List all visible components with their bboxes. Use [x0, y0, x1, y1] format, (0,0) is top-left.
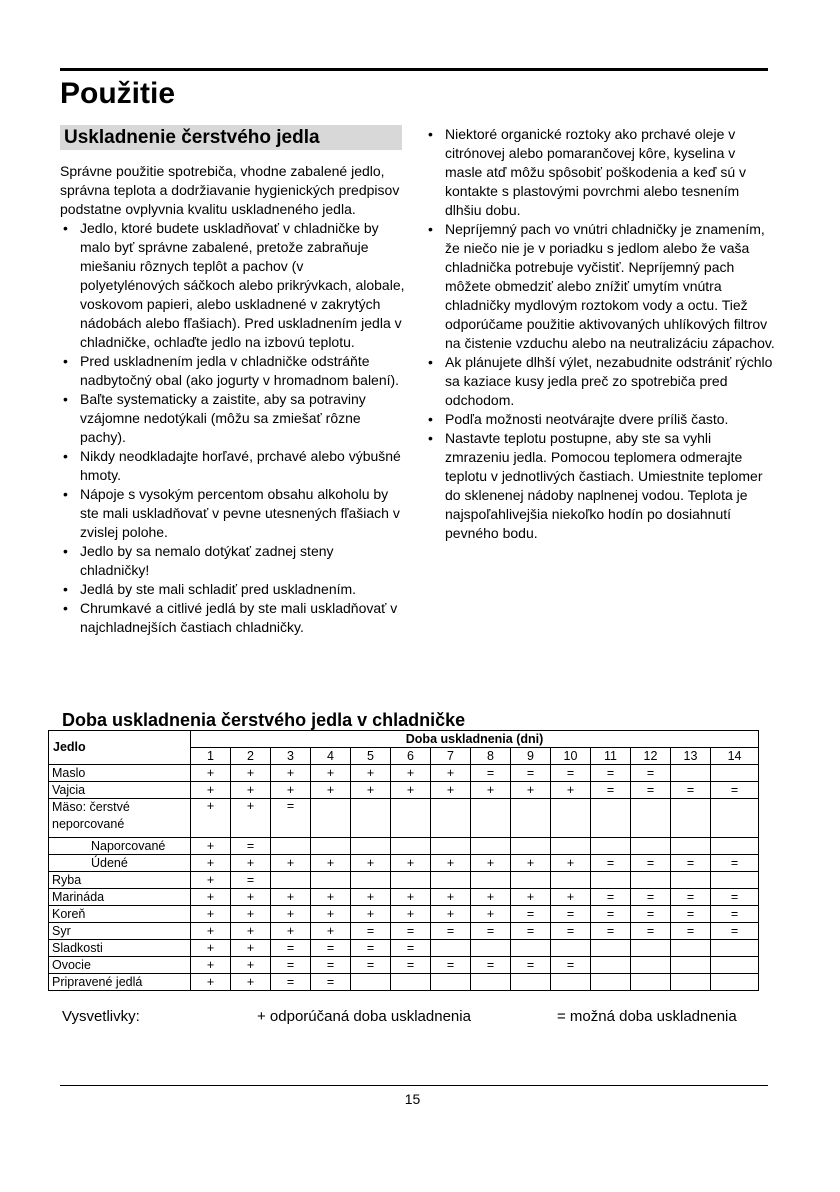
- storage-mark-cell: [551, 940, 591, 957]
- storage-mark-cell: [711, 957, 759, 974]
- storage-mark-cell: [511, 872, 551, 889]
- day-header-cell: 9: [511, 748, 551, 765]
- legend-label: Vysvetlivky:: [62, 1008, 140, 1025]
- storage-mark-cell: [511, 974, 551, 991]
- storage-table: [48, 730, 759, 991]
- intro-paragraph: Správne použitie spotrebiča, vhodne zabalené jedlo, správna teplota a dodržiavanie hygienických predpisov podstatne ovplyvnia kvalitu uskladneného jedla.: [60, 163, 400, 217]
- day-header-cell: 1: [191, 748, 231, 765]
- storage-mark-cell: [591, 838, 631, 855]
- storage-mark-cell: [431, 799, 471, 838]
- storage-mark-cell: +: [191, 957, 231, 974]
- storage-mark-cell: +: [311, 889, 351, 906]
- storage-mark-cell: [591, 940, 631, 957]
- storage-mark-cell: +: [231, 906, 271, 923]
- food-name-cell: Vajcia: [49, 782, 191, 799]
- bullet-item: • Niektoré organické roztoky ako prchavé oleje v citrónovej alebo pomarančovej kôre, kyselina v masle atď môžu spôsobiť poškodenia a keď sú v kontakte s plastovými povrchmi alebo tesnením dlhšiu dobu.: [425, 125, 775, 220]
- bullet-item: • Nikdy neodkladajte horľavé, prchavé alebo výbušné hmoty.: [60, 447, 405, 485]
- storage-mark-cell: =: [551, 957, 591, 974]
- storage-mark-cell: +: [191, 906, 231, 923]
- right-column: [425, 125, 775, 543]
- storage-mark-cell: =: [311, 974, 351, 991]
- food-name-cell: Maslo: [49, 765, 191, 782]
- table-row: [49, 838, 759, 855]
- storage-mark-cell: =: [631, 765, 671, 782]
- storage-mark-cell: [351, 974, 391, 991]
- food-name-cell: Marináda: [49, 889, 191, 906]
- storage-mark-cell: +: [351, 906, 391, 923]
- storage-mark-cell: +: [271, 923, 311, 940]
- storage-mark-cell: [511, 940, 551, 957]
- storage-mark-cell: =: [671, 782, 711, 799]
- storage-mark-cell: [471, 940, 511, 957]
- bullet-item: • Podľa možnosti neotvárajte dvere príliš často.: [425, 410, 775, 429]
- storage-mark-cell: +: [271, 782, 311, 799]
- storage-mark-cell: [511, 838, 551, 855]
- storage-mark-cell: =: [511, 906, 551, 923]
- storage-mark-cell: =: [271, 974, 311, 991]
- bullet-item: • Baľte systematicky a zaistite, aby sa potraviny vzájomne nedotýkali (môžu sa zmiešať rôzne pachy).: [60, 390, 405, 447]
- day-header-cell: 11: [591, 748, 631, 765]
- storage-mark-cell: +: [471, 889, 511, 906]
- storage-mark-cell: +: [231, 940, 271, 957]
- right-bullet-list: [425, 125, 775, 543]
- storage-mark-cell: +: [311, 855, 351, 872]
- storage-mark-cell: +: [391, 782, 431, 799]
- bullet-item: • Nepríjemný pach vo vnútri chladničky je znamením, že niečo nie je v poriadku s jedlom alebo že vaša chladnička potrebuje vyčistiť. Nepríjemný pach môžete obmedziť alebo znížiť umytím vnútra chladničky mydlovým roztokom vody a octu. Tiež odporúčame použitie aktivovaných uhlíkových filtrov na čistenie vzduchu alebo na neutralizáciu zápachov.: [425, 220, 775, 353]
- table-row: [49, 974, 759, 991]
- storage-mark-cell: +: [391, 855, 431, 872]
- storage-mark-cell: [711, 940, 759, 957]
- legend-possible: = možná doba uskladnenia: [557, 1008, 737, 1025]
- storage-mark-cell: [551, 872, 591, 889]
- storage-mark-cell: [671, 838, 711, 855]
- storage-mark-cell: [391, 799, 431, 838]
- bullet-item: • Ak plánujete dlhší výlet, nezabudnite odstrániť rýchlo sa kaziace kusy jedla preč zo spotrebiča pred odchodom.: [425, 353, 775, 410]
- day-header-cell: 8: [471, 748, 511, 765]
- storage-mark-cell: [631, 957, 671, 974]
- storage-mark-cell: =: [631, 855, 671, 872]
- storage-mark-cell: =: [431, 923, 471, 940]
- storage-mark-cell: +: [271, 889, 311, 906]
- storage-mark-cell: +: [271, 906, 311, 923]
- food-name-cell: Naporcované: [49, 838, 191, 855]
- storage-mark-cell: =: [591, 782, 631, 799]
- storage-mark-cell: =: [471, 923, 511, 940]
- day-header-cell: 7: [431, 748, 471, 765]
- storage-mark-cell: =: [431, 957, 471, 974]
- storage-mark-cell: [631, 974, 671, 991]
- storage-mark-cell: [271, 838, 311, 855]
- storage-mark-cell: [591, 872, 631, 889]
- table-row: [49, 872, 759, 889]
- storage-mark-cell: [591, 799, 631, 838]
- storage-mark-cell: +: [271, 855, 311, 872]
- storage-mark-cell: +: [191, 855, 231, 872]
- storage-mark-cell: =: [551, 906, 591, 923]
- storage-mark-cell: =: [351, 940, 391, 957]
- storage-mark-cell: [431, 872, 471, 889]
- table-row: [49, 906, 759, 923]
- bullet-item: • Chrumkavé a citlivé jedlá by ste mali uskladňovať v najchladnejších častiach chladničky.: [60, 599, 405, 637]
- storage-mark-cell: +: [551, 855, 591, 872]
- storage-mark-cell: =: [511, 923, 551, 940]
- day-header-cell: 13: [671, 748, 711, 765]
- storage-mark-cell: +: [231, 799, 271, 838]
- storage-mark-cell: [391, 872, 431, 889]
- storage-mark-cell: +: [351, 855, 391, 872]
- storage-mark-cell: [631, 799, 671, 838]
- storage-mark-cell: [511, 799, 551, 838]
- food-name-cell: Sladkosti: [49, 940, 191, 957]
- day-header-cell: 5: [351, 748, 391, 765]
- storage-mark-cell: +: [191, 799, 231, 838]
- storage-mark-cell: =: [711, 923, 759, 940]
- storage-mark-cell: [311, 799, 351, 838]
- food-name-cell: Ryba: [49, 872, 191, 889]
- storage-mark-cell: +: [231, 782, 271, 799]
- storage-mark-cell: +: [231, 855, 271, 872]
- storage-mark-cell: =: [591, 855, 631, 872]
- storage-mark-cell: [631, 838, 671, 855]
- storage-mark-cell: [471, 838, 511, 855]
- food-name-cell: Mäso: čerstvé neporcované: [49, 799, 191, 838]
- storage-mark-cell: +: [391, 906, 431, 923]
- table-row: [49, 957, 759, 974]
- food-name-cell: Ovocie: [49, 957, 191, 974]
- storage-mark-cell: =: [711, 889, 759, 906]
- bullet-item: • Jedlo by sa nemalo dotýkať zadnej steny chladničky!: [60, 542, 405, 580]
- storage-mark-cell: =: [591, 765, 631, 782]
- storage-mark-cell: +: [551, 889, 591, 906]
- storage-mark-cell: [711, 765, 759, 782]
- storage-mark-cell: [551, 838, 591, 855]
- storage-mark-cell: +: [471, 855, 511, 872]
- day-header-cell: 4: [311, 748, 351, 765]
- storage-mark-cell: +: [231, 889, 271, 906]
- table-row: [49, 889, 759, 906]
- section-heading: Uskladnenie čerstvého jedla: [60, 125, 402, 150]
- storage-mark-cell: =: [391, 923, 431, 940]
- storage-mark-cell: +: [551, 782, 591, 799]
- page-title: Použitie: [60, 77, 176, 110]
- storage-mark-cell: =: [591, 923, 631, 940]
- storage-mark-cell: [631, 940, 671, 957]
- day-header-cell: 12: [631, 748, 671, 765]
- storage-mark-cell: +: [231, 957, 271, 974]
- storage-mark-cell: =: [551, 765, 591, 782]
- storage-mark-cell: =: [271, 957, 311, 974]
- storage-mark-cell: =: [671, 906, 711, 923]
- storage-mark-cell: [711, 872, 759, 889]
- storage-mark-cell: [711, 799, 759, 838]
- table-row: [49, 799, 759, 838]
- storage-mark-cell: +: [231, 923, 271, 940]
- storage-mark-cell: +: [231, 974, 271, 991]
- storage-mark-cell: =: [631, 923, 671, 940]
- storage-mark-cell: +: [191, 872, 231, 889]
- storage-mark-cell: [551, 974, 591, 991]
- storage-mark-cell: [271, 872, 311, 889]
- storage-mark-cell: [311, 872, 351, 889]
- storage-mark-cell: +: [191, 765, 231, 782]
- bullet-item: • Nastavte teplotu postupne, aby ste sa vyhli zmrazeniu jedla. Pomocou teplomera odmerajte teplotu v jednotlivých častiach. Umiestnite teplomer do sklenenej nádoby naplnenej vodou. Teplota je najspoľahlivejšia niekoľko hodín po dosiahnutí pevného bodu.: [425, 429, 775, 543]
- storage-mark-cell: =: [471, 765, 511, 782]
- storage-mark-cell: =: [591, 889, 631, 906]
- storage-mark-cell: [431, 940, 471, 957]
- storage-mark-cell: =: [551, 923, 591, 940]
- storage-mark-cell: +: [511, 782, 551, 799]
- storage-mark-cell: +: [391, 765, 431, 782]
- storage-mark-cell: =: [671, 855, 711, 872]
- storage-mark-cell: +: [351, 889, 391, 906]
- storage-mark-cell: =: [391, 940, 431, 957]
- table-row: [49, 923, 759, 940]
- storage-mark-cell: [351, 872, 391, 889]
- storage-mark-cell: [671, 799, 711, 838]
- storage-mark-cell: +: [471, 782, 511, 799]
- legend: [62, 1007, 762, 1027]
- storage-mark-cell: [671, 957, 711, 974]
- storage-mark-cell: [551, 799, 591, 838]
- storage-mark-cell: [391, 974, 431, 991]
- storage-mark-cell: +: [311, 782, 351, 799]
- storage-mark-cell: +: [431, 855, 471, 872]
- storage-mark-cell: =: [231, 838, 271, 855]
- storage-mark-cell: =: [631, 889, 671, 906]
- bullet-item: • Nápoje s vysokým percentom obsahu alkoholu by ste mali uskladňovať v pevne utesnených fľašiach v zvislej polohe.: [60, 485, 405, 542]
- legend-recommended: + odporúčaná doba uskladnenia: [257, 1008, 471, 1025]
- storage-mark-cell: =: [711, 782, 759, 799]
- storage-mark-cell: +: [431, 765, 471, 782]
- table-row: [49, 855, 759, 872]
- day-header-cell: 10: [551, 748, 591, 765]
- food-column-header: Jedlo: [49, 731, 191, 765]
- storage-mark-cell: +: [431, 782, 471, 799]
- storage-mark-cell: [431, 838, 471, 855]
- storage-mark-cell: +: [351, 782, 391, 799]
- table-title: Doba uskladnenia čerstvého jedla v chladničke: [62, 710, 466, 730]
- storage-mark-cell: +: [431, 906, 471, 923]
- storage-mark-cell: +: [191, 974, 231, 991]
- storage-mark-cell: [591, 957, 631, 974]
- storage-mark-cell: =: [311, 957, 351, 974]
- storage-mark-cell: [711, 974, 759, 991]
- storage-mark-cell: +: [231, 765, 271, 782]
- storage-mark-cell: +: [311, 923, 351, 940]
- storage-mark-cell: +: [391, 889, 431, 906]
- storage-mark-cell: [591, 974, 631, 991]
- day-header-cell: 6: [391, 748, 431, 765]
- bullet-item: • Jedlá by ste mali schladiť pred uskladnením.: [60, 580, 405, 599]
- storage-mark-cell: +: [511, 889, 551, 906]
- day-header-cell: 2: [231, 748, 271, 765]
- storage-mark-cell: +: [311, 765, 351, 782]
- storage-mark-cell: +: [191, 940, 231, 957]
- storage-mark-cell: [431, 974, 471, 991]
- storage-mark-cell: =: [631, 782, 671, 799]
- storage-mark-cell: =: [631, 906, 671, 923]
- storage-mark-cell: =: [711, 906, 759, 923]
- bullet-item: • Pred uskladnením jedla v chladničke odstráňte nadbytočný obal (ako jogurty v hromadnom balení).: [60, 352, 405, 390]
- storage-mark-cell: =: [591, 906, 631, 923]
- storage-mark-cell: +: [191, 782, 231, 799]
- storage-mark-cell: =: [351, 923, 391, 940]
- storage-mark-cell: [351, 799, 391, 838]
- storage-mark-cell: =: [511, 957, 551, 974]
- storage-mark-cell: =: [471, 957, 511, 974]
- food-name-cell: Pripravené jedlá: [49, 974, 191, 991]
- food-name-cell: Syr: [49, 923, 191, 940]
- left-bullet-list: [60, 219, 405, 637]
- table-row: [49, 940, 759, 957]
- day-header-cell: 3: [271, 748, 311, 765]
- storage-mark-cell: [471, 872, 511, 889]
- storage-mark-cell: [671, 765, 711, 782]
- storage-mark-cell: =: [671, 923, 711, 940]
- storage-mark-cell: =: [671, 889, 711, 906]
- storage-mark-cell: +: [191, 889, 231, 906]
- storage-mark-cell: [711, 838, 759, 855]
- food-name-cell: Údené: [49, 855, 191, 872]
- storage-mark-cell: [311, 838, 351, 855]
- storage-mark-cell: +: [271, 765, 311, 782]
- storage-mark-cell: [671, 974, 711, 991]
- storage-mark-cell: +: [311, 906, 351, 923]
- storage-mark-cell: =: [271, 940, 311, 957]
- storage-mark-cell: =: [311, 940, 351, 957]
- food-name-cell: Koreň: [49, 906, 191, 923]
- storage-mark-cell: +: [511, 855, 551, 872]
- storage-mark-cell: [471, 799, 511, 838]
- storage-mark-cell: =: [391, 957, 431, 974]
- storage-mark-cell: =: [231, 872, 271, 889]
- page-number: 15: [404, 1091, 421, 1107]
- storage-mark-cell: =: [271, 799, 311, 838]
- bullet-item: • Jedlo, ktoré budete uskladňovať v chladničke by malo byť správne zabalené, pretože zabraňuje miešaniu rôznych teplôt a pachov (v polyetylénových sáčkoch alebo prikrývkach, alobale, voskovom papieri, alebo uskladnené v zakrytých nádobách alebo fľašiach). Pred uskladnením jedla v chladničke, ochlaďte jedlo na izbovú teplotu.: [60, 219, 405, 352]
- storage-mark-cell: =: [711, 855, 759, 872]
- day-header-cell: 14: [711, 748, 759, 765]
- storage-mark-cell: =: [511, 765, 551, 782]
- table-row: [49, 765, 759, 782]
- storage-mark-cell: [351, 838, 391, 855]
- top-rule: [60, 68, 768, 71]
- storage-mark-cell: +: [191, 923, 231, 940]
- table-row: [49, 782, 759, 799]
- storage-mark-cell: +: [191, 838, 231, 855]
- storage-mark-cell: +: [431, 889, 471, 906]
- storage-mark-cell: +: [351, 765, 391, 782]
- storage-mark-cell: +: [471, 906, 511, 923]
- duration-column-header: Doba uskladnenia (dni): [191, 731, 759, 748]
- bottom-rule: [60, 1085, 768, 1086]
- storage-mark-cell: [631, 872, 671, 889]
- storage-mark-cell: [471, 974, 511, 991]
- storage-mark-cell: [671, 940, 711, 957]
- storage-mark-cell: [671, 872, 711, 889]
- storage-mark-cell: [391, 838, 431, 855]
- storage-mark-cell: =: [351, 957, 391, 974]
- left-column: [60, 125, 405, 637]
